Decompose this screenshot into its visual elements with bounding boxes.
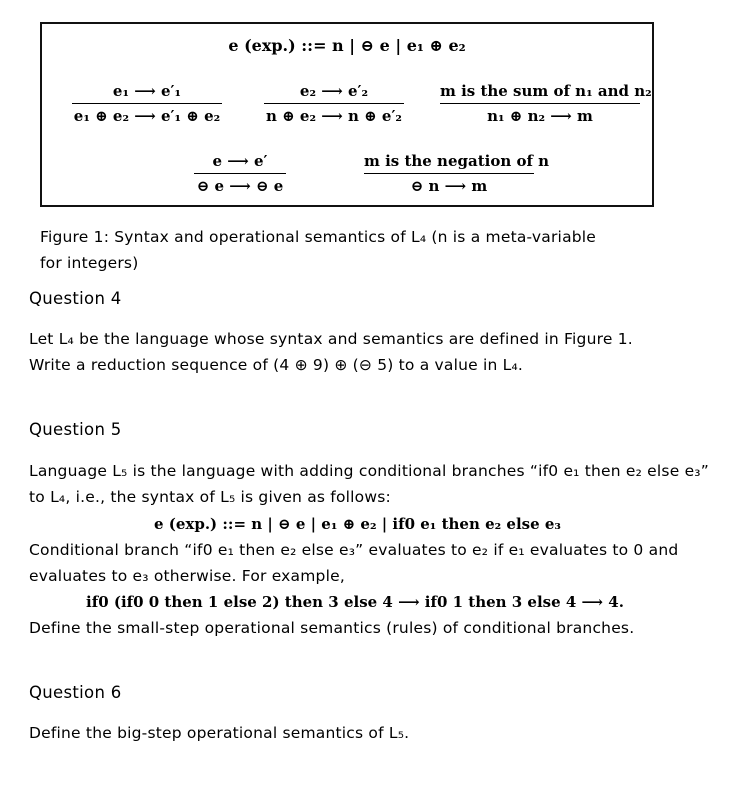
figure-box: [40, 22, 654, 207]
rule-conclusion: ⊖ e ⟶ ⊖ e: [196, 177, 284, 195]
text-line: Language L₅ is the language with adding conditional branches “if0 e₁ then e₂ else e₃”: [29, 462, 709, 480]
text-line: Conditional branch “if0 e₁ then e₂ else e₃” evaluates to e₂ if e₁ evaluates to 0 and: [29, 541, 679, 559]
text-line: to L₄, i.e., the syntax of L₅ is given as follows:: [29, 488, 391, 506]
l5-grammar: e (exp.) ::= n | ⊖ e | e₁ ⊕ e₂ | if0 e₁ then e₂ else e₃: [154, 515, 561, 533]
caption-line: for integers): [40, 254, 139, 272]
rule-premise: m is the negation of n: [364, 152, 550, 170]
question-6-title: Question 6: [29, 683, 122, 702]
question-6-body: Define the big-step operational semantics of L₅.: [29, 724, 410, 742]
question-5-intro: [29, 458, 729, 510]
rule-negation: [364, 152, 550, 195]
caption-line: Figure 1: Syntax and operational semantics of L₄ (n is a meta-variable: [40, 228, 597, 246]
rule-conclusion: n₁ ⊕ n₂ ⟶ m: [487, 107, 593, 125]
rule-premise: e₂ ⟶ e′₂: [299, 82, 369, 100]
question-5-explanation: [29, 537, 729, 589]
text-line: Let L₄ be the language whose syntax and semantics are defined in Figure 1.: [29, 330, 633, 348]
question-5-title: Question 5: [29, 420, 122, 439]
text-line: Write a reduction sequence of (4 ⊕ 9) ⊕ (⊖ 5) to a value in L₄.: [29, 356, 524, 374]
rule-conclusion: e₁ ⊕ e₂ ⟶ e′₁ ⊕ e₂: [73, 107, 221, 125]
grammar-definition: e (exp.) ::= n | ⊖ e | e₁ ⊕ e₂: [228, 36, 466, 55]
rule-left-congruence: [72, 82, 222, 125]
rule-premise: e₁ ⟶ e′₁: [112, 82, 182, 100]
question-5-task: Define the small-step operational semantics (rules) of conditional branches.: [29, 619, 635, 637]
text-line: evaluates to e₃ otherwise. For example,: [29, 567, 345, 585]
rule-addition: [440, 82, 652, 125]
rule-right-congruence: [264, 82, 404, 125]
question-4-title: Question 4: [29, 289, 122, 308]
rule-conclusion: n ⊕ e₂ ⟶ n ⊕ e′₂: [266, 107, 402, 125]
rule-premise: m is the sum of n₁ and n₂: [440, 82, 652, 100]
rule-negation-congruence: [194, 152, 286, 195]
figure-caption: [40, 224, 680, 276]
question-4-body: [29, 326, 729, 378]
rule-conclusion: ⊖ n ⟶ m: [410, 177, 488, 195]
rule-premise: e ⟶ e′: [212, 152, 268, 170]
example-reduction: if0 (if0 0 then 1 else 2) then 3 else 4 ⟶ if0 1 then 3 else 4 ⟶ 4.: [86, 593, 624, 611]
